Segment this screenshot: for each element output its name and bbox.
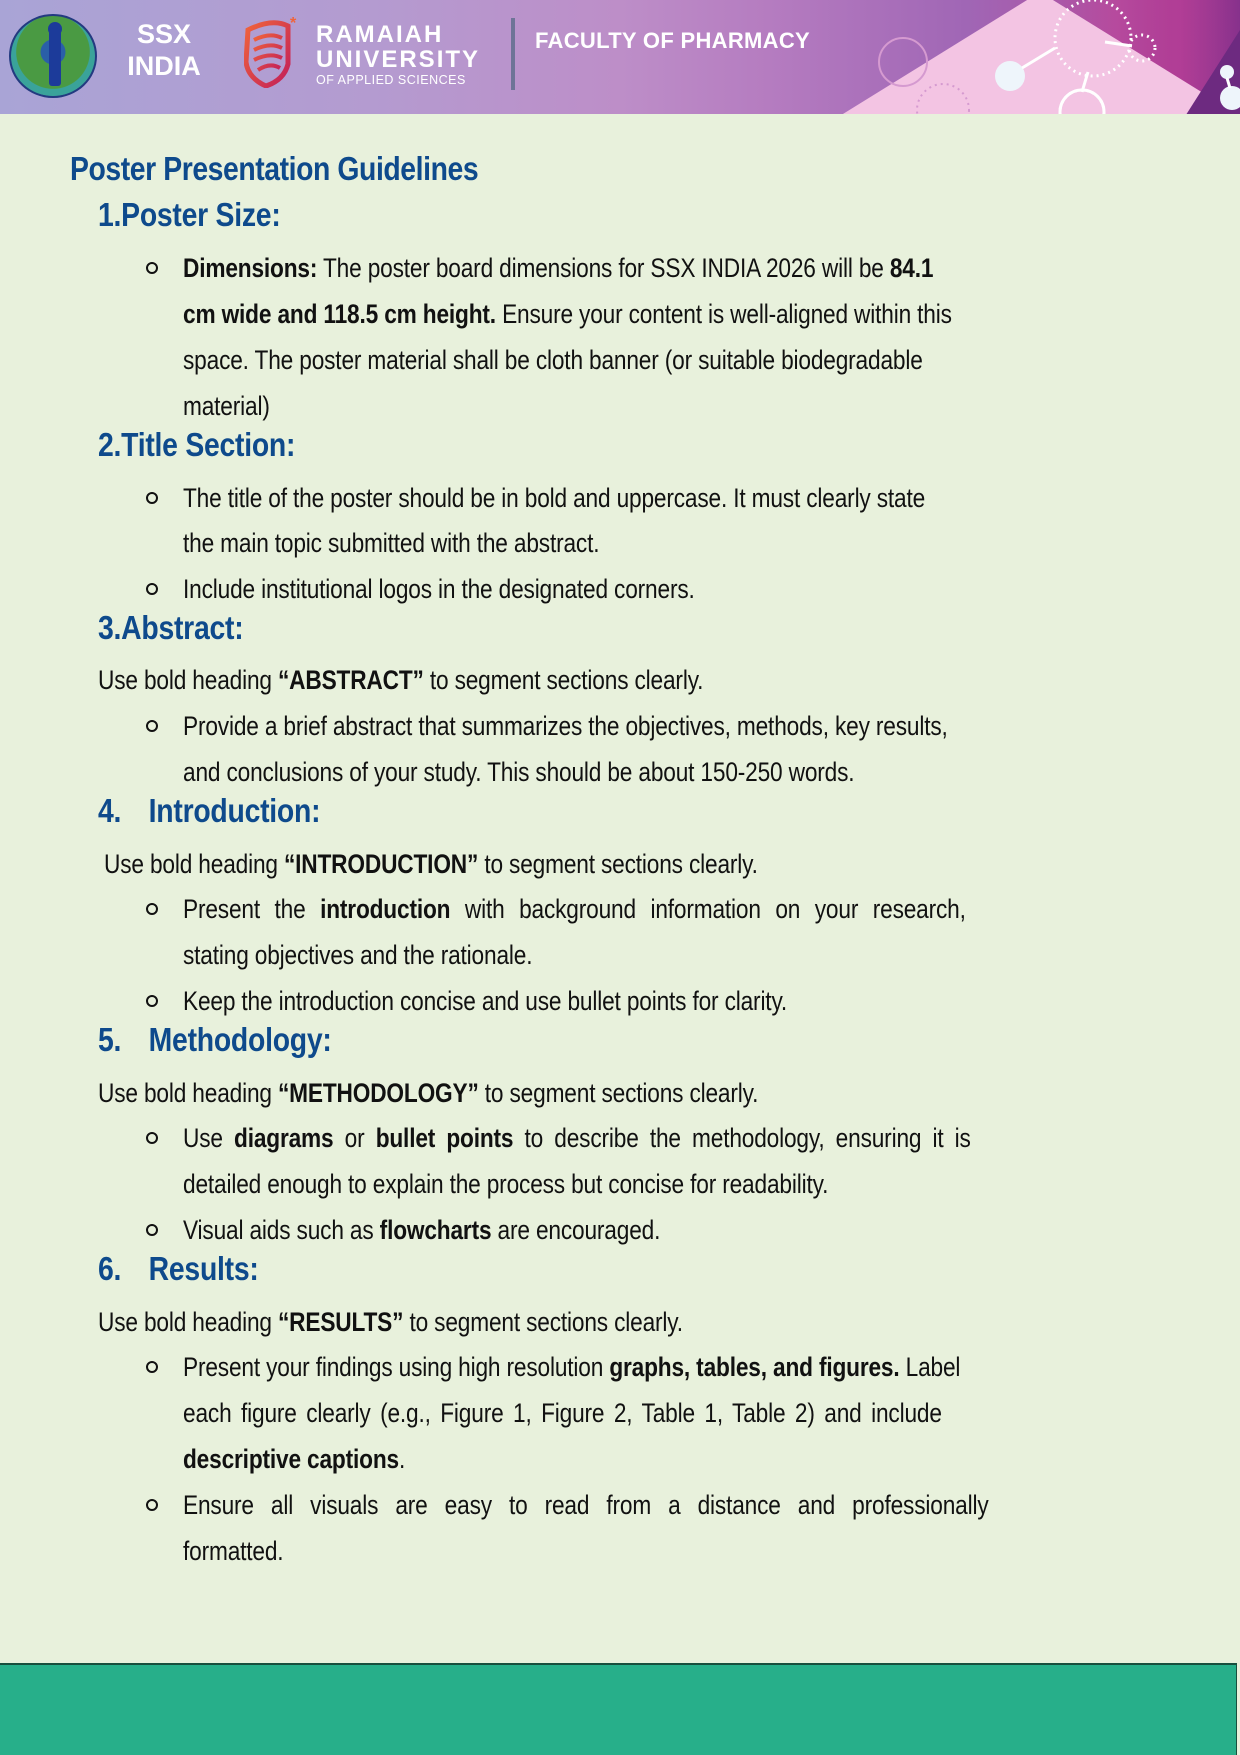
text: the main topic submitted with the abstract. bbox=[183, 528, 600, 558]
list-item-line bbox=[183, 337, 923, 383]
list-item-line bbox=[183, 1436, 405, 1482]
bullet-icon bbox=[146, 1361, 158, 1373]
text: Ensure all visuals are easy to read from a distance and professionally bbox=[183, 1490, 989, 1520]
section-number: 3. bbox=[98, 609, 122, 646]
text: or bbox=[333, 1123, 376, 1153]
bold-text: cm wide and 118.5 cm height. bbox=[183, 299, 496, 329]
text: Ensure your content is well-aligned within this bbox=[495, 299, 952, 329]
molecule-decoration-icon bbox=[860, 0, 1240, 114]
text: Use bold heading bbox=[98, 1307, 278, 1337]
section-intro bbox=[98, 657, 703, 703]
section-number: 2. bbox=[98, 426, 122, 463]
list-item-line bbox=[183, 566, 695, 612]
header-banner bbox=[0, 0, 1240, 114]
bold-text: graphs, tables, and figures. bbox=[609, 1352, 900, 1382]
text: to segment sections clearly. bbox=[478, 849, 758, 879]
bold-text: “INTRODUCTION” bbox=[283, 849, 479, 879]
section-number: 6. bbox=[98, 1250, 122, 1287]
svg-text:*: * bbox=[290, 16, 297, 32]
bold-text: “METHODOLOGY” bbox=[277, 1078, 479, 1108]
section-heading-methodology bbox=[98, 1021, 332, 1059]
section-title: Results: bbox=[148, 1250, 259, 1287]
org-short-line2: INDIA bbox=[127, 51, 201, 81]
text: to describe the methodology, ensuring it is bbox=[513, 1123, 971, 1153]
section-title: Poster Size: bbox=[121, 196, 281, 233]
bullet-icon bbox=[146, 903, 158, 915]
text: The title of the poster should be in bold and uppercase. It must clearly state bbox=[183, 483, 926, 513]
text: and conclusions of your study. This should be about 150-250 words. bbox=[183, 757, 855, 787]
list-item-line bbox=[183, 1161, 828, 1207]
text: to segment sections clearly. bbox=[478, 1078, 759, 1108]
bold-text: “RESULTS” bbox=[277, 1307, 404, 1337]
bold-text: descriptive captions bbox=[183, 1444, 399, 1474]
bullet-icon bbox=[146, 1224, 158, 1236]
section-number: 1. bbox=[98, 196, 122, 233]
bullet-icon bbox=[146, 583, 158, 595]
list-item-line bbox=[183, 886, 966, 932]
section-heading-abstract bbox=[98, 609, 243, 647]
text: each figure clearly (e.g., Figure 1, Figure 2, Table 1, Table 2) and include bbox=[183, 1398, 942, 1428]
university-line1: RAMAIAH bbox=[316, 21, 444, 48]
list-item-line bbox=[183, 1390, 942, 1436]
list-item-line bbox=[183, 1344, 960, 1390]
bold-text: “ABSTRACT” bbox=[277, 665, 424, 695]
list-item-line bbox=[183, 1207, 660, 1253]
list-item-line bbox=[183, 1115, 971, 1161]
bold-text: bullet points bbox=[375, 1123, 514, 1153]
text: Label bbox=[899, 1352, 961, 1382]
university-line2: UNIVERSITY bbox=[316, 46, 481, 73]
text: space. The poster material shall be cloth banner (or suitable biodegradable bbox=[183, 345, 923, 375]
list-item-line bbox=[183, 1482, 989, 1528]
list-item-line bbox=[183, 978, 787, 1024]
section-heading-title-section bbox=[98, 426, 295, 464]
university-name bbox=[316, 22, 480, 88]
footer-band bbox=[0, 1663, 1237, 1755]
section-title: Title Section: bbox=[121, 426, 296, 463]
header-divider bbox=[511, 18, 515, 90]
text: Present the bbox=[183, 894, 321, 924]
bold-text: introduction bbox=[320, 894, 451, 924]
faculty-name: FACULTY OF PHARMACY bbox=[535, 28, 810, 53]
list-item-line bbox=[183, 520, 599, 566]
section-title: Methodology: bbox=[148, 1021, 332, 1058]
org-short-line1: SSX bbox=[136, 19, 192, 49]
bullet-icon bbox=[146, 720, 158, 732]
text: . bbox=[398, 1444, 406, 1474]
section-title: Introduction: bbox=[148, 792, 321, 829]
text: material) bbox=[183, 391, 270, 421]
text: Keep the introduction concise and use bullet points for clarity. bbox=[183, 986, 788, 1016]
bullet-icon bbox=[146, 1499, 158, 1511]
list-item-line bbox=[183, 1528, 283, 1574]
text: detailed enough to explain the process but concise for readability. bbox=[183, 1169, 829, 1199]
seal-figure-body bbox=[49, 28, 61, 86]
section-heading-poster-size bbox=[98, 196, 281, 234]
text: to segment sections clearly. bbox=[423, 665, 704, 695]
list-item-line bbox=[183, 245, 1134, 291]
text: with background information on your research, bbox=[450, 894, 966, 924]
section-number: 4. bbox=[98, 792, 122, 829]
text: are encouraged. bbox=[491, 1215, 661, 1245]
bold-text: 84.1 bbox=[889, 253, 934, 283]
section-intro bbox=[104, 841, 758, 887]
text: Visual aids such as bbox=[183, 1215, 380, 1245]
university-line3: OF APPLIED SCIENCES bbox=[316, 73, 466, 87]
section-number: 5. bbox=[98, 1021, 122, 1058]
section-intro bbox=[98, 1070, 758, 1116]
section-intro bbox=[98, 1299, 683, 1345]
text: Use bold heading bbox=[98, 665, 278, 695]
ssx-india-seal-icon bbox=[9, 14, 97, 98]
bold-text: flowcharts bbox=[379, 1215, 492, 1245]
text: The poster board dimensions for SSX INDIA 2026 will be bbox=[317, 253, 890, 283]
text: stating objectives and the rationale. bbox=[183, 940, 533, 970]
text: Use bold heading bbox=[104, 849, 284, 879]
bullet-icon bbox=[146, 995, 158, 1007]
list-item-line bbox=[183, 475, 925, 521]
list-item-line bbox=[183, 749, 854, 795]
ramaiah-university-logo-icon bbox=[244, 16, 302, 88]
text: Use bbox=[183, 1123, 235, 1153]
section-heading-introduction bbox=[98, 792, 320, 830]
text: formatted. bbox=[183, 1536, 284, 1566]
text: Include institutional logos in the designated corners. bbox=[183, 574, 695, 604]
bullet-icon bbox=[146, 492, 158, 504]
bold-text: diagrams bbox=[234, 1123, 334, 1153]
bullet-icon bbox=[146, 1132, 158, 1144]
text: to segment sections clearly. bbox=[403, 1307, 683, 1337]
section-title: Abstract: bbox=[121, 609, 244, 646]
section-heading-results bbox=[98, 1250, 259, 1288]
text: Provide a brief abstract that summarizes the objectives, methods, key results, bbox=[183, 711, 948, 741]
bullet-icon bbox=[146, 262, 158, 274]
list-item-line bbox=[183, 932, 532, 978]
text: Present your findings using high resolution bbox=[183, 1352, 610, 1382]
text: Use bold heading bbox=[98, 1078, 278, 1108]
bold-text: Dimensions: bbox=[183, 253, 318, 283]
list-item-line bbox=[183, 383, 270, 429]
list-item-line bbox=[183, 291, 952, 337]
page-title: Poster Presentation Guidelines bbox=[70, 150, 479, 187]
list-item-line bbox=[183, 703, 948, 749]
org-short-name bbox=[118, 18, 210, 82]
